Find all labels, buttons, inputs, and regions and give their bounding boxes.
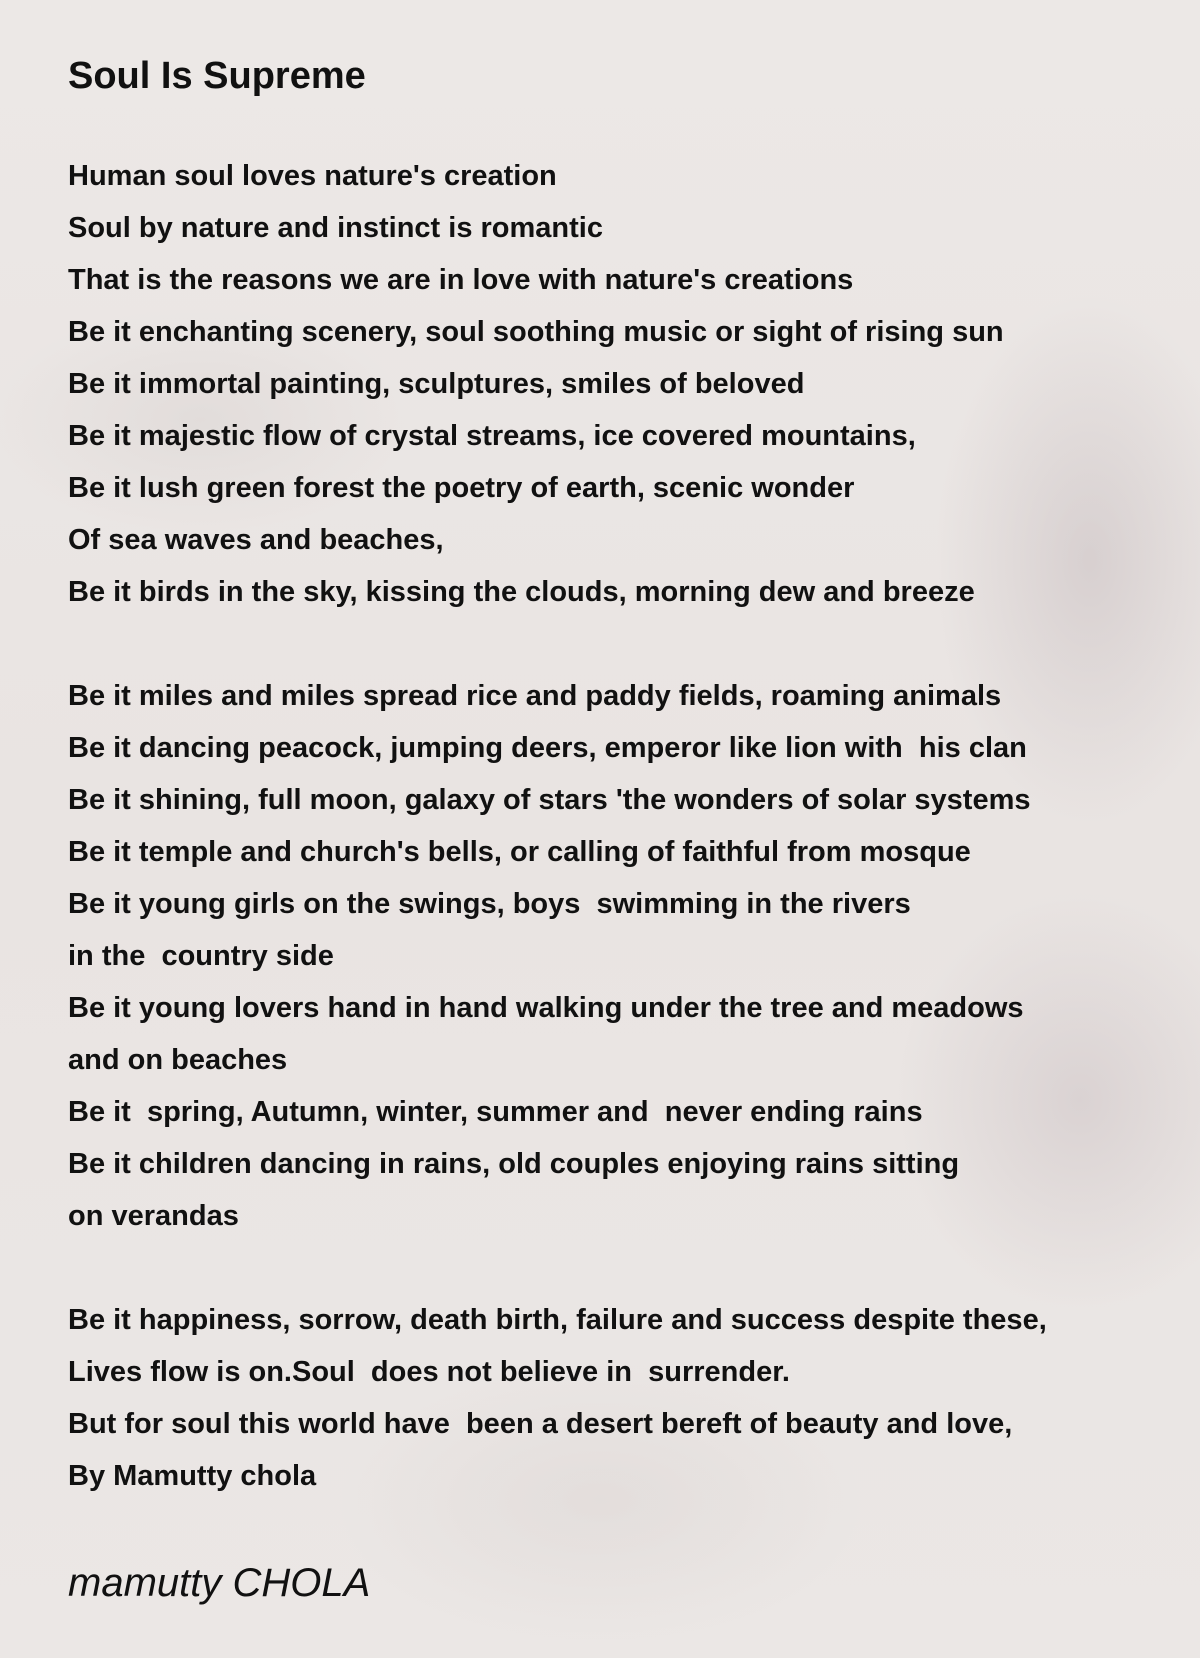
poem-line: That is the reasons we are in love with nature's creations — [68, 264, 854, 296]
poem-line: Be it enchanting scenery, soul soothing music or sight of rising sun — [68, 316, 1004, 348]
poem-line: Be it lush green forest the poetry of earth, scenic wonder — [68, 472, 855, 504]
poem-line: But for soul this world have been a desert bereft of beauty and love, — [68, 1408, 1013, 1440]
stanza-2 — [68, 670, 1178, 1242]
poem-author: mamutty CHOLA — [68, 1561, 371, 1605]
poem-line: Human soul loves nature's creation — [68, 160, 557, 192]
poem-line: Be it shining, full moon, galaxy of stars 'the wonders of solar systems — [68, 784, 1031, 816]
poem-line: Be it young lovers hand in hand walking under the tree and meadows — [68, 992, 1024, 1024]
poem-line: Be it happiness, sorrow, death birth, failure and success despite these, — [68, 1304, 1047, 1336]
poem-line: Soul by nature and instinct is romantic — [68, 212, 603, 244]
poem-line: Be it temple and church's bells, or calling of faithful from mosque — [68, 836, 971, 868]
poem-title: Soul Is Supreme — [68, 55, 366, 97]
poem-line: Lives flow is on.Soul does not believe in surrender. — [68, 1356, 790, 1388]
poem-line: on verandas — [68, 1200, 239, 1232]
poem-line: Be it birds in the sky, kissing the clouds, morning dew and breeze — [68, 576, 975, 608]
poem-line: Be it children dancing in rains, old couples enjoying rains sitting — [68, 1148, 960, 1180]
poem-body — [68, 150, 1178, 1554]
poem-line: Of sea waves and beaches, — [68, 524, 444, 556]
poem-line: Be it young girls on the swings, boys swimming in the rivers — [68, 888, 911, 920]
poem-line: By Mamutty chola — [68, 1460, 317, 1492]
poem-line: Be it miles and miles spread rice and paddy fields, roaming animals — [68, 680, 1002, 712]
stanza-3 — [68, 1294, 1178, 1502]
poem-line: Be it majestic flow of crystal streams, ice covered mountains, — [68, 420, 916, 452]
poem-line: Be it immortal painting, sculptures, smiles of beloved — [68, 368, 805, 400]
poem-line: in the country side — [68, 940, 334, 972]
poem-line: and on beaches — [68, 1044, 288, 1076]
poem-line: Be it dancing peacock, jumping deers, emperor like lion with his clan — [68, 732, 1027, 764]
stanza-1 — [68, 150, 1178, 618]
poem-line: Be it spring, Autumn, winter, summer and never ending rains — [68, 1096, 923, 1128]
